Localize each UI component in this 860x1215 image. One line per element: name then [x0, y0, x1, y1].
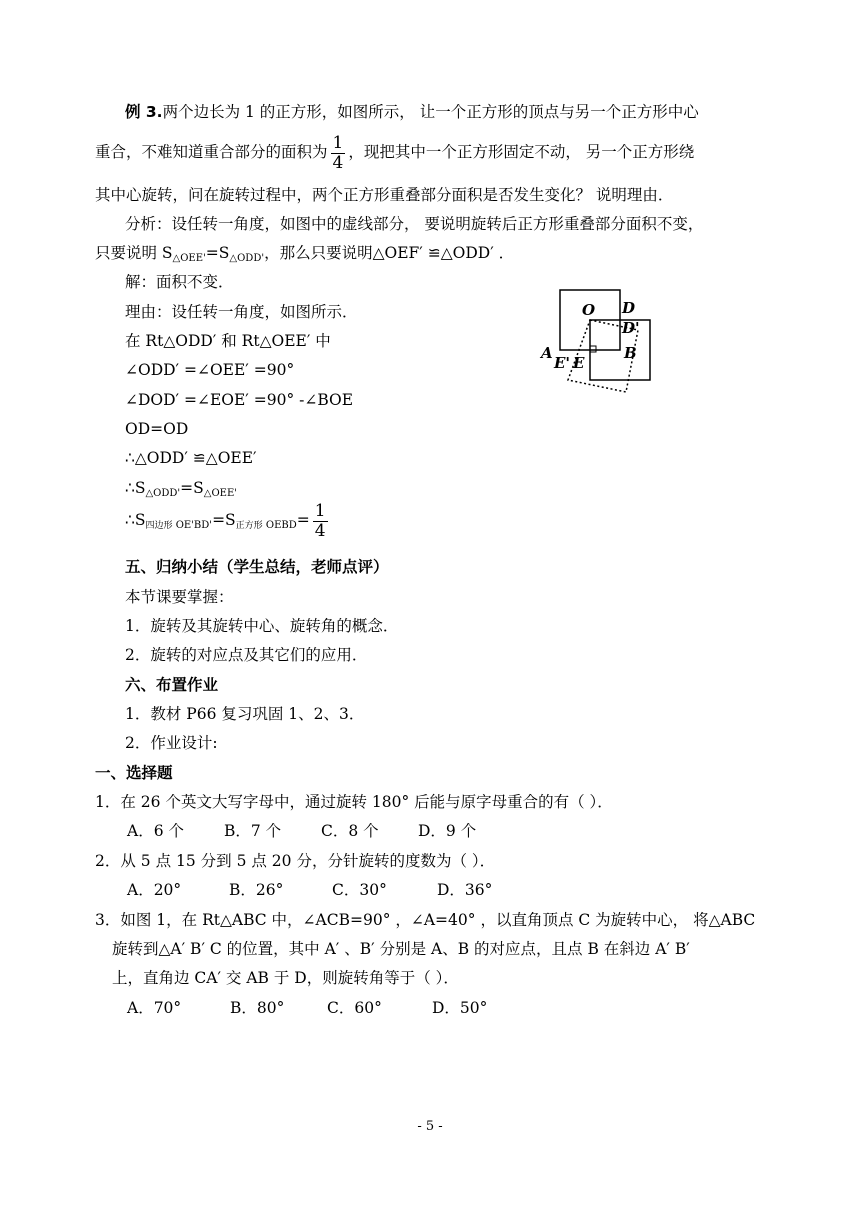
step6-sub-2: △OEE' [203, 488, 238, 499]
label-d-prime: D' [622, 319, 640, 337]
q3-option-c: C．60° [327, 999, 382, 1017]
solution-step-7 [125, 500, 331, 546]
fraction-one-quarter [331, 134, 346, 173]
analysis-line-1: 分析：设任转一角度，如图中的虚线部分， 要说明旋转后正方形重叠部分面积不变， [125, 215, 704, 233]
fraction-denominator: 4 [332, 152, 344, 173]
analysis-eq: =S [205, 244, 230, 262]
summary-item-2: 2．旋转的对应点及其它们的应用． [125, 646, 368, 664]
q1-option-d: D．9 个 [418, 822, 477, 840]
summary-heading: 五、归纳小结（学生总结，老师点评） [125, 558, 389, 576]
example-line-3: 其中心旋转，问在旋转过程中，两个正方形重叠部分面积是否发生变化？ 说明理由． [95, 186, 674, 204]
solution-answer: 解：面积不变． [125, 273, 234, 291]
step7-pre: ∴S [125, 511, 146, 529]
fraction-denominator: 4 [314, 520, 326, 541]
step7-eq: =S [212, 511, 236, 529]
analysis-sub-1: △OEE' [172, 253, 206, 264]
question-2: 2．从 5 点 15 分到 5 点 20 分，分针旋转的度数为（ ）． [95, 852, 496, 870]
q2-option-d: D．36° [437, 881, 493, 899]
example-line-2 [95, 132, 694, 173]
example-line-1 [125, 102, 699, 122]
question-3-line-3: 上，直角边 CA′ 交 AB 于 D，则旋转角等于（ ）． [112, 969, 459, 987]
analysis-text-post: ，那么只要说明△OEF′ ≌△ODD′ ． [264, 244, 515, 262]
label-e: E [573, 354, 585, 372]
q2-option-b: B．26° [229, 881, 284, 899]
solution-step-3: ∠DOD′ =∠EOE′ =90° -∠BOE [125, 391, 354, 409]
question-1: 1．在 26 个英文大写字母中，通过旋转 180° 后能与原字母重合的有（ ）． [95, 793, 613, 811]
analysis-line-2 [95, 243, 514, 269]
example-text-1: 两个边长为 1 的正方形，如图所示， 让一个正方形的顶点与另一个正方形中心 [162, 103, 699, 121]
homework-item-1: 1．教材 P66 复习巩固 1、2、3． [125, 705, 365, 723]
solution-reason: 理由：设任转一角度，如图所示． [125, 303, 358, 321]
q1-option-b: B．7 个 [224, 822, 282, 840]
homework-item-2: 2．作业设计: [125, 734, 218, 752]
q3-option-b: B．80° [230, 999, 285, 1017]
analysis-sub-2: △ODD' [229, 253, 265, 264]
homework-heading: 六、布置作业 [125, 676, 219, 694]
q1-option-a: A．6 个 [127, 822, 184, 840]
question-3-line-2: 旋转到△A′ B′ C 的位置，其中 A′ 、B′ 分别是 A、B 的对应点，且点 B 在斜边 A′ B′ [112, 940, 690, 958]
q3-option-d: D．50° [432, 999, 488, 1017]
fraction-one-quarter-result [313, 502, 328, 541]
question-3-options [127, 998, 487, 1018]
step7-eq2: = [296, 511, 310, 529]
q1-option-c: C．8 个 [321, 822, 379, 840]
example-text-2b: ，现把其中一个正方形固定不动， 另一个正方形绕 [348, 143, 695, 161]
step7-sub-2b: OEBD [265, 520, 297, 531]
analysis-text-pre: 只要说明 S [95, 244, 173, 262]
question-1-options [127, 821, 476, 841]
exercises-heading: 一、选择题 [95, 764, 173, 782]
solution-step-5: ∴△ODD′ ≌△OEE′ [125, 449, 257, 467]
step6-eq: =S [180, 479, 204, 497]
step7-sub-1: 四边形 [145, 521, 173, 531]
label-e-prime: E' [554, 354, 571, 372]
q2-option-a: A．20° [127, 881, 182, 899]
step6-sub-1: △ODD' [145, 488, 181, 499]
page-number: - 5 - [417, 1119, 443, 1134]
solution-step-2: ∠ODD′ =∠OEE′ =90° [125, 361, 295, 379]
label-o: O [582, 301, 596, 319]
fraction-numerator: 1 [314, 500, 326, 521]
solution-step-1: 在 Rt△ODD′ 和 Rt△OEE′ 中 [125, 332, 331, 350]
label-d: D [622, 299, 636, 317]
example-label: 例 3. [125, 103, 163, 121]
step7-sub-2: 正方形 [235, 521, 263, 531]
label-b: B [624, 344, 637, 362]
summary-item-1: 1．旋转及其旋转中心、旋转角的概念． [125, 617, 399, 635]
rotated-squares-figure [538, 288, 658, 398]
fraction-numerator: 1 [332, 132, 344, 153]
step6-pre: ∴S [125, 479, 146, 497]
example-text-2a: 重合，不难知道重合部分的面积为 [95, 143, 328, 161]
label-a: A [541, 344, 553, 362]
q3-option-a: A．70° [127, 999, 182, 1017]
q2-option-c: C．30° [332, 881, 387, 899]
step7-sub-1b: OE'BD' [175, 520, 213, 531]
solution-step-4: OD=OD [125, 420, 189, 438]
question-2-options [127, 880, 492, 900]
summary-intro: 本节课要掌握： [125, 588, 234, 606]
right-angle-mark [590, 346, 596, 352]
question-3-line-1: 3．如图 1，在 Rt△ABC 中，∠ACB=90° ，∠A=40° ，以直角顶点 C 为旋转中心， 将△ABC [95, 911, 756, 929]
